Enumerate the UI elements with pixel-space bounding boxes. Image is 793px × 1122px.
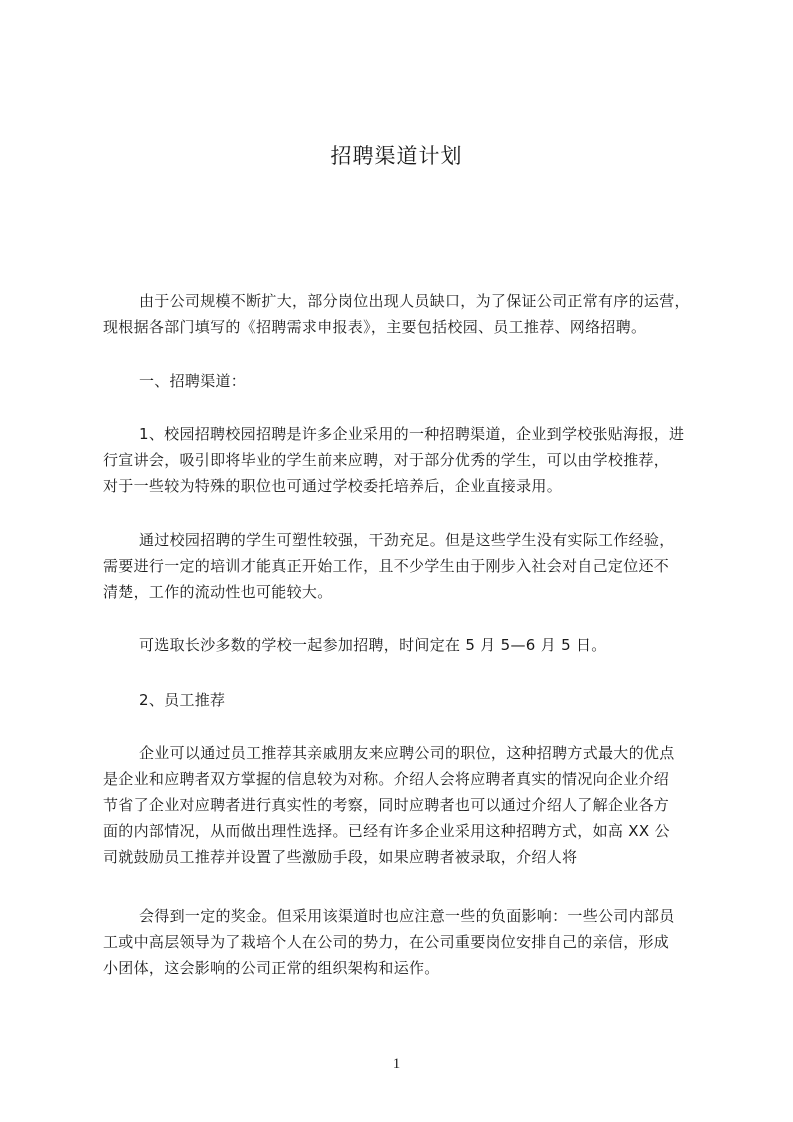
campus-recruitment-paragraph — [103, 421, 713, 499]
section-heading-employee-referral — [103, 687, 713, 713]
campus-line-2: 行宣讲会，吸引即将毕业的学生前来应聘，对于部分优秀的学生，可以由学校推荐， — [103, 451, 670, 469]
referral-line-3: 节省了企业对应聘者进行真实性的考察，同时应聘者也可以通过介绍人了解企业各方 — [103, 796, 670, 814]
referral-heading-text: 2、员工推荐 — [139, 691, 226, 709]
referral-line-4: 面的内部情况，从而做出理性选择。已经有许多企业采用这种招聘方式，如高 XX 公 — [103, 822, 670, 840]
campus-line-3: 对于一些较为特殊的职位也可通过学校委托培养后，企业直接录用。 — [103, 477, 563, 495]
referral-line-2: 是企业和应聘者双方掌握的信息较为对称。介绍人会将应聘者真实的情况向企业介绍 — [103, 770, 670, 788]
referral-cont-line-1: 会得到一定的奖金。但采用该渠道时也应注意一些的负面影响：一些公司内部员 — [139, 907, 675, 925]
referral-line-1: 企业可以通过员工推荐其亲戚朋友来应聘公司的职位，这种招聘方式最大的优点 — [139, 744, 675, 762]
campus-plan-paragraph — [103, 632, 713, 658]
campus-eval-line-3: 清楚，工作的流动性也可能较大。 — [103, 583, 333, 601]
page-title: 招聘渠道计划 — [330, 144, 463, 168]
campus-plan-line: 可选取长沙多数的学校一起参加招聘，时间定在 5 月 5—6 月 5 日。 — [139, 636, 607, 654]
campus-eval-line-2: 需要进行一定的培训才能真正开始工作，且不少学生由于刚步入社会对自己定位还不 — [103, 557, 670, 575]
section-heading-recruitment-channels — [103, 368, 713, 394]
referral-cont-line-2: 工或中高层领导为了栽培个人在公司的势力，在公司重要岗位安排自己的亲信，形成 — [103, 933, 670, 951]
campus-eval-line-1: 通过校园招聘的学生可塑性较强，干劲充足。但是这些学生没有实际工作经验， — [139, 531, 675, 549]
page-number: 1 — [392, 1056, 401, 1072]
intro-line-1: 由于公司规模不断扩大，部分岗位出现人员缺口，为了保证公司正常有序的运营， — [139, 292, 690, 310]
campus-line-1: 1、校园招聘校园招聘是许多企业采用的一种招聘渠道，企业到学校张贴海报，进 — [139, 425, 685, 443]
section-heading-text: 一、招聘渠道： — [139, 372, 247, 390]
referral-continued-paragraph — [103, 903, 713, 981]
campus-evaluation-paragraph — [103, 527, 713, 605]
intro-line-2: 现根据各部门填写的《招聘需求申报表》，主要包括校园、员工推荐、网络招聘。 — [103, 318, 647, 336]
referral-line-5: 司就鼓励员工推荐并设置了些激励手段，如果应聘者被录取，介绍人将 — [103, 848, 578, 866]
referral-cont-line-3: 小团体，这会影响的公司正常的组织架构和运作。 — [103, 959, 440, 977]
referral-paragraph — [103, 740, 713, 870]
intro-paragraph — [103, 288, 713, 340]
